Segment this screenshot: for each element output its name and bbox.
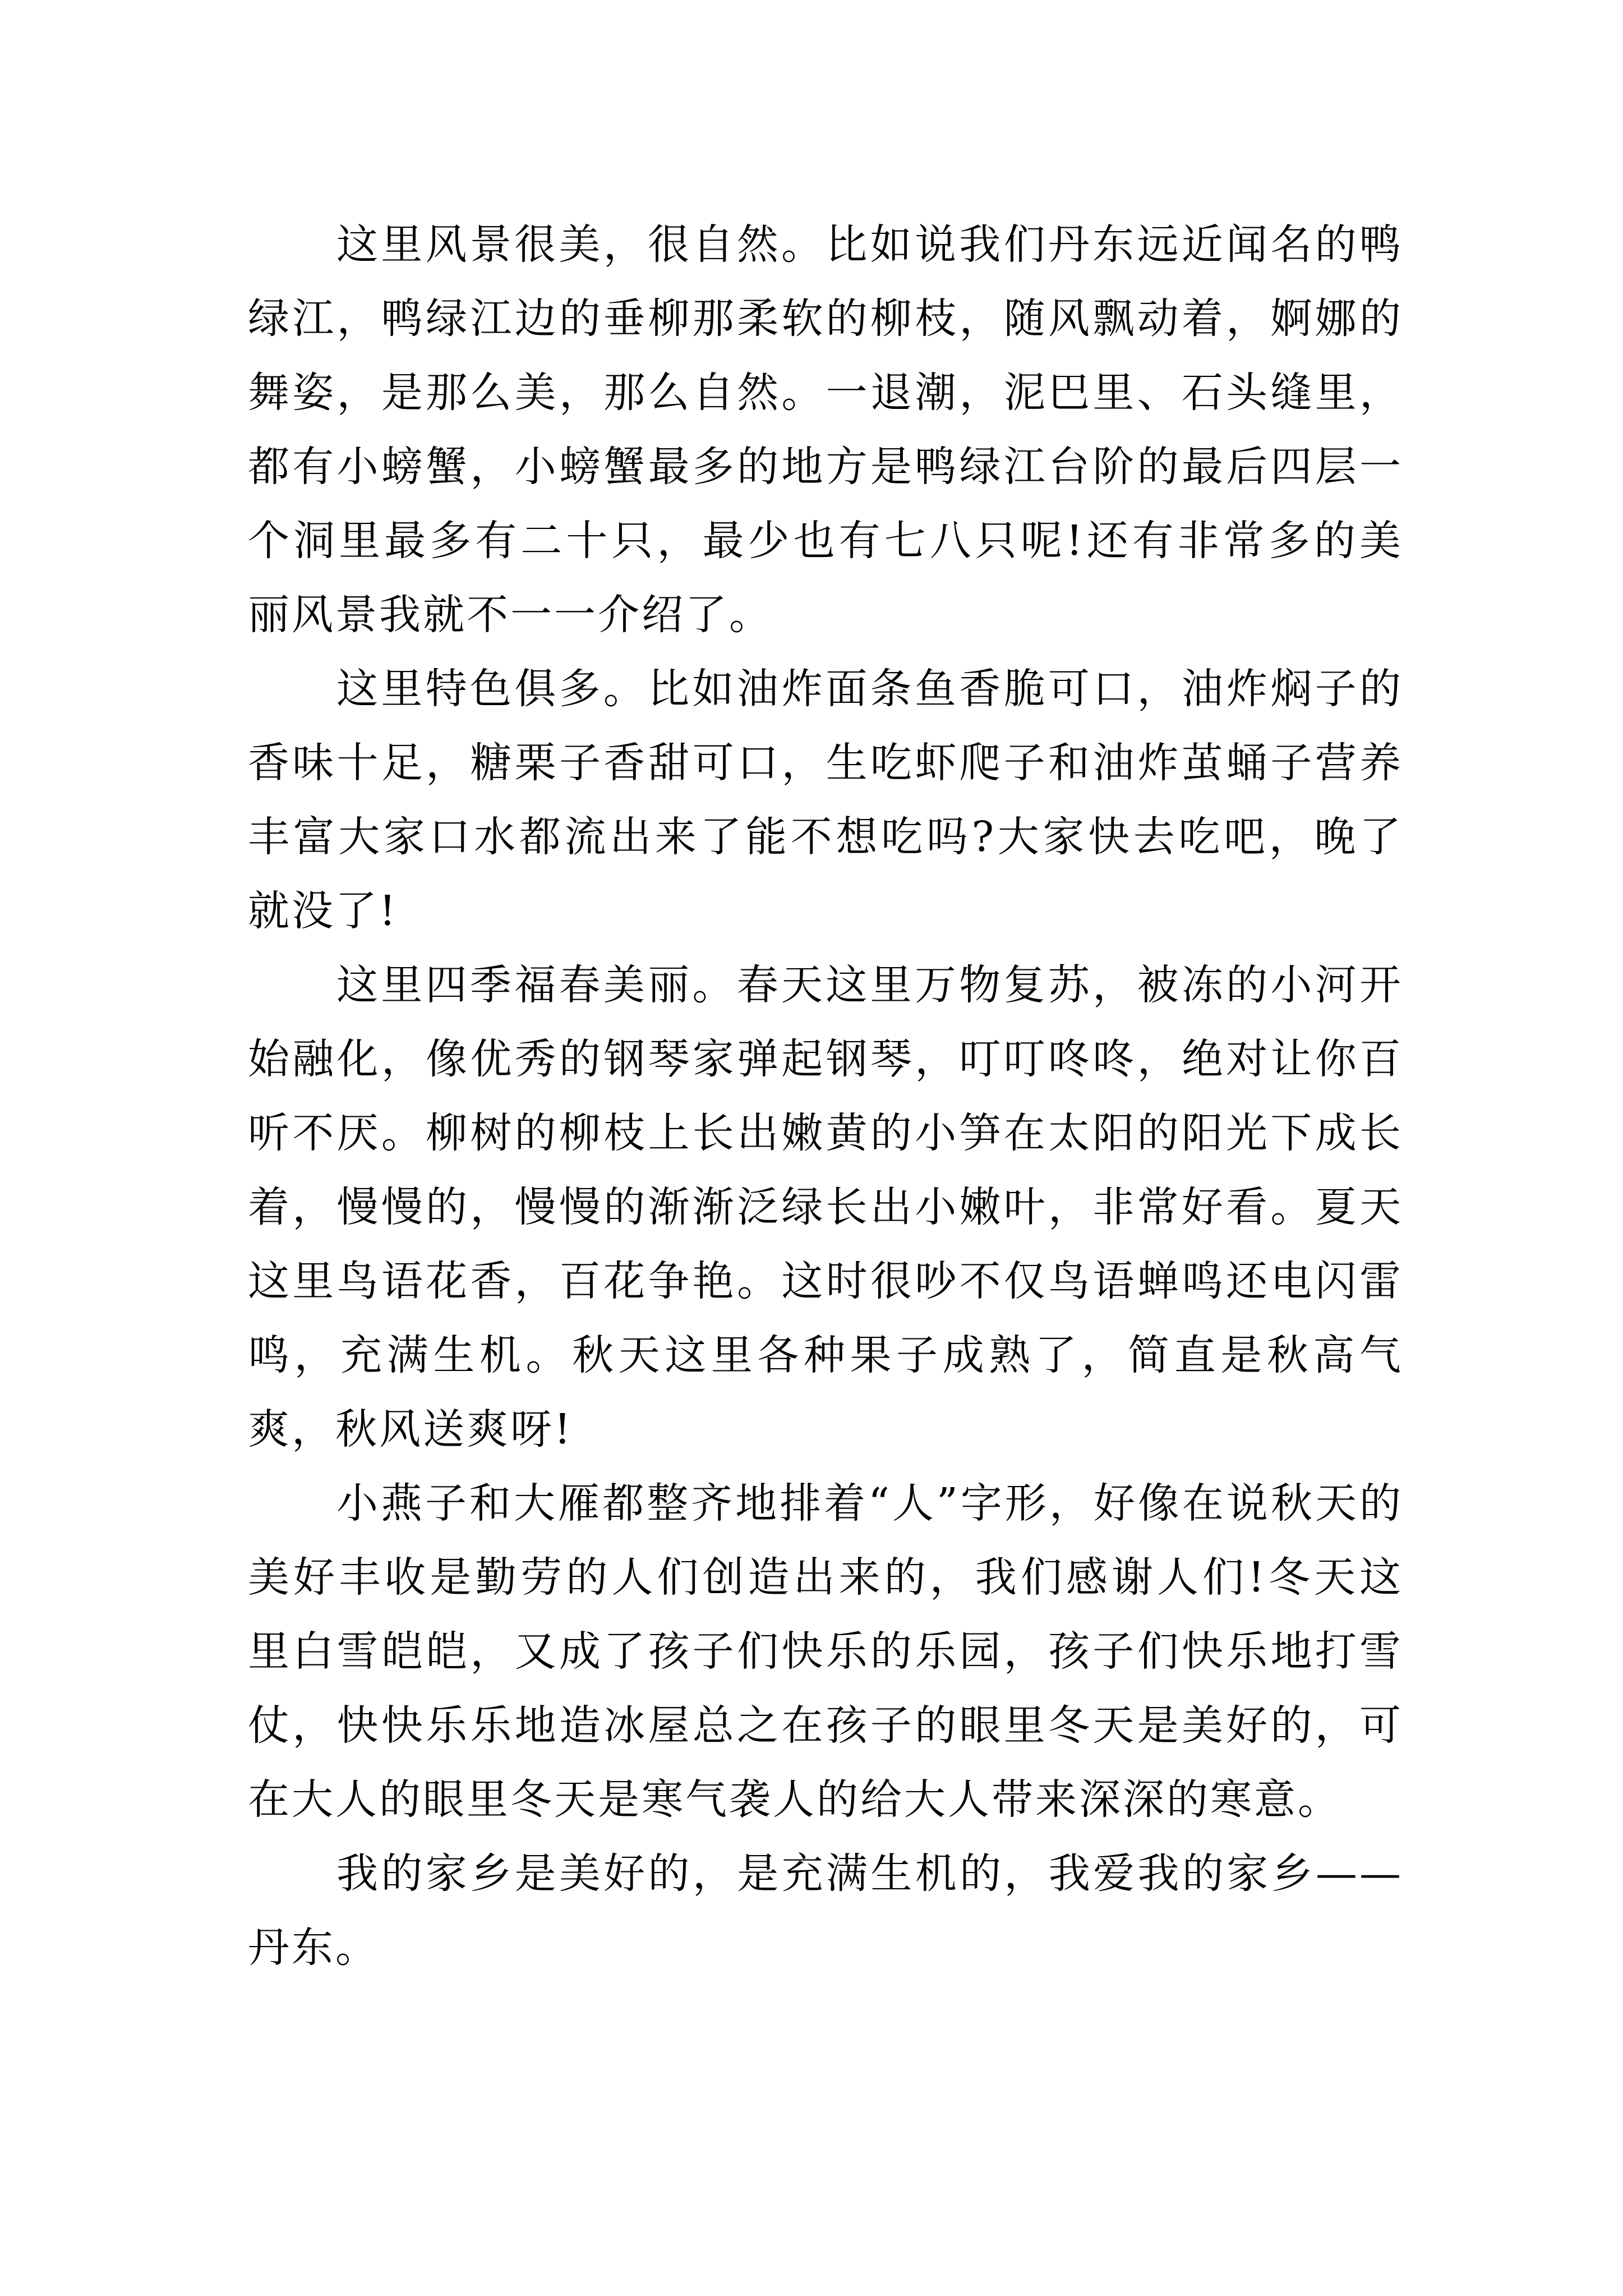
paragraph-specialties: 这里特色俱多。比如油炸面条鱼香脆可口，油炸焖子的香味十足，糖栗子香甜可口，生吃虾爬子和油炸茧蛹子营养丰富大家口水都流出来了能不想吃吗?大家快去吃吧，晚了就没了! [248,665,1403,935]
paragraph-scenery: 这里风景很美，很自然。比如说我们丹东远近闻名的鸭绿江，鸭绿江边的垂柳那柔软的柳枝，随风飘动着，婀娜的舞姿，是那么美，那么自然。一退潮，泥巴里、石头缝里，都有小螃蟹，小螃蟹最多的地方是鸭绿江台阶的最后四层一个洞里最多有二十只，最少也有七八只呢!还有非常多的美丽风景我就不一一介绍了。 [248,220,1403,639]
paragraph-seasons: 这里四季福春美丽。春天这里万物复苏，被冻的小河开始融化，像优秀的钢琴家弹起钢琴，叮叮咚咚，绝对让你百听不厌。柳树的柳枝上长出嫩黄的小笋在太阳的阳光下成长着，慢慢的，慢慢的渐渐泛绿长出小嫩叶，非常好看。夏天这里鸟语花香，百花争艳。这时很吵不仅鸟语蝉鸣还电闪雷鸣，充满生机。秋天这里各种果子成熟了，简直是秋高气爽，秋风送爽呀! [248,961,1403,1453]
paragraph-autumn-winter: 小燕子和大雁都整齐地排着“人”字形，好像在说秋天的美好丰收是勤劳的人们创造出来的，我们感谢人们!冬天这里白雪皑皑，又成了孩子们快乐的乐园，孩子们快乐地打雪仗，快快乐乐地造冰屋总之在孩子的眼里冬天是美好的，可在大人的眼里冬天是寒气袭人的给大人带来深深的寒意。 [248,1479,1403,1824]
paragraph-conclusion: 我的家乡是美好的，是充满生机的，我爱我的家乡——丹东。 [248,1849,1403,1972]
document-body [248,208,1403,1985]
